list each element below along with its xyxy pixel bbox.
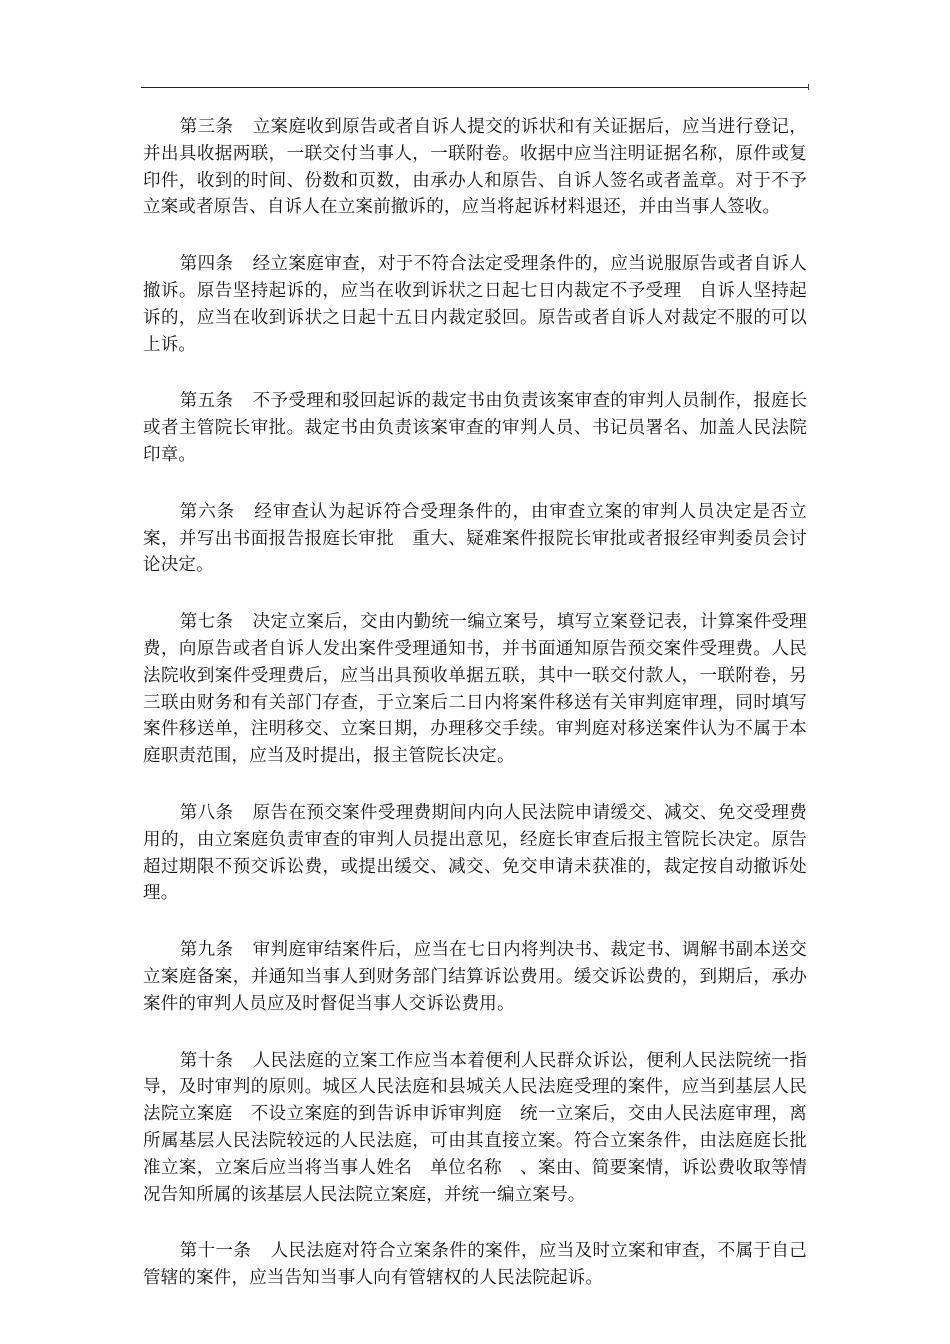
article-text: 决定立案后，交由内勤统一编立案号，填写立案登记表，计算案件受理费，向原告或者自诉人发出案件受理通知书，并书面通知原告预交案件受理费。人民法院收到案件受理费后，应当出具预收单据五联，其中一联交付款人，一联附卷，另三联由财务和有关部门存查，于立案后二日内将案件移送有关审判庭审理，同时填写案件移送单，注明移交、立案日期，办理移交手续。审判庭对移送案件认为不属于本庭职责范围，应当及时提出，报主管院长决定。: [143, 612, 807, 767]
article-paragraph: [143, 388, 807, 468]
article-number: 第十条: [179, 1050, 234, 1071]
article-paragraph: [143, 609, 807, 770]
article-text: 审判庭审结案件后，应当在七日内将判决书、裁定书、调解书副本送交立案庭备案，并通知当事人到财务部门结算诉讼费用。缓交诉讼费的，到期后，承办案件的审判人员应及时督促当事人交诉讼费用。: [143, 940, 807, 1014]
article-text: 人民法庭的立案工作应当本着便利人民群众诉讼，便利人民法院统一指导，及时审判的原则。城区人民法庭和县城关人民法庭受理的案件，应当到基层人民法院立案庭 不设立案庭的到告诉申诉审判庭 统一立案后，交由人民法庭审理，离所属基层人民法院较远的人民法庭，可由其直接立案。符合立案条件，由法庭庭长批准立案，立案后应当将当事人姓名 单位名称 、案由、简要案情，诉讼费收取等情况告知所属的该基层人民法院立案庭，并统一编立案号。: [143, 1050, 807, 1205]
article-number: 第十一条: [179, 1241, 252, 1262]
article-text: 立案庭收到原告或者自诉人提交的诉状和有关证据后，应当进行登记，并出具收据两联，一联交付当事人，一联附卷。收据中应当注明证据名称，原件或复印件，收到的时间、份数和页数，由承办人和原告、自诉人签名或者盖章。对于不予立案或者原告、自诉人在立案前撤诉的，应当将起诉材料退还，并由当事人签收。: [143, 117, 807, 218]
article-text: 原告在预交案件受理费期间内向人民法院申请缓交、减交、免交受理费用的，由立案庭负责审查的审判人员提出意见，经庭长审查后报主管院长决定。原告超过期限不预交诉讼费，或提出缓交、减交、免交申请未获准的，裁定按自动撤诉处理。: [143, 802, 807, 904]
article-text: 不予受理和驳回起诉的裁定书由负责该案审查的审判人员制作，报庭长或者主管院长审批。裁定书由负责该案审查的审判人员、书记员署名、加盖人民法院印章。: [143, 391, 807, 465]
header-rule-tick: [808, 84, 809, 90]
article-number: 第七条: [179, 612, 234, 633]
article-paragraph: [143, 251, 807, 358]
article-paragraph: [143, 937, 807, 1017]
article-paragraph: [143, 800, 807, 907]
article-text: 经审查认为起诉符合受理条件的，由审查立案的审判人员决定是否立案，并写出书面报告报庭长审批 重大、疑难案件报院长审批或者报经审判委员会讨论决定。: [143, 501, 807, 576]
article-paragraph: [143, 499, 807, 579]
article-number: 第四条: [179, 254, 234, 275]
article-paragraph: [143, 1048, 807, 1209]
article-paragraph: [143, 1238, 807, 1292]
article-paragraph: [143, 114, 807, 221]
article-number: 第八条: [179, 802, 234, 823]
article-number: 第六条: [179, 501, 236, 522]
article-number: 第九条: [179, 940, 234, 961]
header-rule: [141, 87, 809, 88]
article-number: 第三条: [179, 117, 234, 137]
article-text: 经立案庭审查，对于不符合法定受理条件的，应当说服原告或者自诉人撤诉。原告坚持起诉的，应当在收到诉状之日起七日内裁定不予受理 自诉人坚持起诉的，应当在收到诉状之日起十五日内裁定驳回。原告或者自诉人对裁定不服的可以上诉。: [143, 254, 807, 355]
article-number: 第五条: [179, 391, 234, 412]
article-text: 人民法庭对符合立案条件的案件，应当及时立案和审查，不属于自己管辖的案件，应当告知当事人向有管辖权的人民法院起诉。: [143, 1241, 807, 1289]
document-body: [143, 114, 807, 1322]
